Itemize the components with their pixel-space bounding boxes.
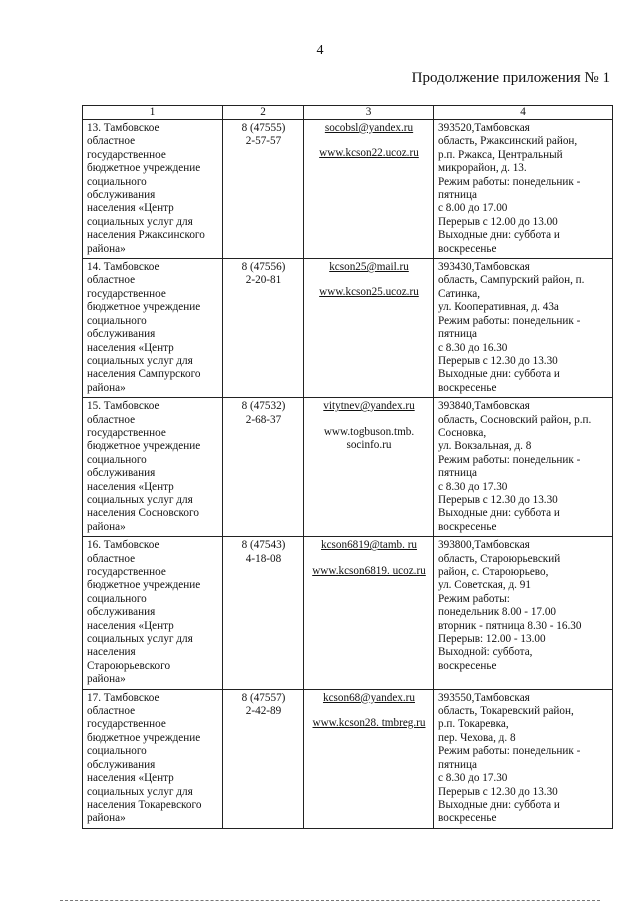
organization-name-line: государственное — [87, 287, 166, 300]
address-line: область, Сампурский район, п. — [438, 274, 585, 287]
address-line: 393840,Тамбовская — [438, 400, 530, 413]
address-line: Перерыв: 12.00 - 13.00 — [438, 633, 546, 646]
address-line: воскресенье — [438, 812, 497, 825]
address-line: пятница — [438, 328, 477, 341]
phone-number: 2-20-81 — [245, 274, 282, 287]
address-line: район, с. Староюрьево, — [438, 566, 549, 578]
organization-name-line: социальных услуг для — [87, 215, 193, 228]
organization-name-line: бюджетное учреждение — [87, 162, 201, 175]
address-line: воскресенье — [438, 520, 497, 533]
contacts-cell — [304, 537, 434, 689]
organization-name-line: социальных услуг для — [87, 493, 193, 506]
organization-name-line: областное — [87, 413, 136, 426]
email-link[interactable]: socobsl@yandex.ru — [324, 122, 414, 134]
organization-name-line: государственное — [87, 148, 166, 161]
phone-area-code: 8 (47556) — [241, 261, 286, 274]
organization-name-line: бюджетное учреждение — [87, 301, 201, 314]
organization-name-line: населения «Центр — [87, 202, 174, 215]
address-line: ул. Кооперативная, д. 43а — [438, 301, 559, 314]
table-body — [83, 120, 613, 829]
organization-name-cell — [83, 537, 223, 689]
organization-name-line: обслуживания — [87, 328, 156, 341]
phone-cell — [223, 537, 304, 689]
column-header-3: 3 — [304, 106, 434, 120]
address-line: Режим работы: понедельник - — [438, 314, 581, 327]
phone-cell — [223, 259, 304, 398]
organization-name-line: областное — [87, 552, 136, 565]
phone-area-code: 8 (47557) — [241, 691, 286, 704]
phone-cell — [223, 398, 304, 537]
address-line: с 8.30 до 17.30 — [438, 480, 508, 493]
footer-divider — [60, 900, 600, 901]
organization-name-line: района» — [87, 673, 126, 686]
phone-number: 2-57-57 — [245, 135, 282, 148]
address-line: с 8.30 до 17.30 — [438, 772, 508, 785]
address-line: область, Токаревский район, — [438, 705, 574, 718]
address-line: Перерыв с 12.30 до 13.30 — [438, 354, 558, 367]
phone-cell — [223, 120, 304, 259]
address-line: Сатинка, — [438, 287, 481, 300]
address-line: воскресенье — [438, 381, 497, 394]
phone-number: 4-18-08 — [245, 552, 282, 565]
phone-number: 2-42-89 — [245, 705, 282, 718]
contacts-spacer — [308, 135, 430, 147]
organization-name-line: социального — [87, 592, 147, 605]
address-line: понедельник 8.00 - 17.00 — [438, 606, 557, 619]
address-line: 393430,Тамбовская — [438, 261, 530, 274]
address-line: Перерыв с 12.30 до 13.30 — [438, 493, 558, 506]
organization-name-line: населения Сосновского — [87, 507, 199, 520]
address-line: микрорайон, д. 13. — [438, 162, 527, 175]
contacts-cell — [304, 689, 434, 828]
column-header-4: 4 — [434, 106, 613, 120]
address-line: Выходной: суббота, — [438, 646, 533, 659]
address-line: Перерыв с 12.30 до 13.30 — [438, 785, 558, 798]
address-line: Выходные дни: суббота и — [438, 798, 560, 811]
column-header-1: 1 — [83, 106, 223, 120]
phone-number: 2-68-37 — [245, 413, 282, 426]
organization-name-line: населения «Центр — [87, 619, 174, 632]
address-line: Выходные дни: суббота и — [438, 368, 560, 381]
address-schedule-cell — [434, 689, 613, 828]
email-link[interactable]: kcson6819@tamb. ru — [320, 539, 418, 552]
address-line: Выходные дни: суббота и — [438, 507, 560, 520]
address-schedule-cell — [434, 537, 613, 689]
organization-name-line: населения Токаревского — [87, 798, 202, 811]
contacts-spacer — [308, 274, 430, 286]
organization-name-line: областное — [87, 705, 136, 718]
organization-name-line: государственное — [87, 426, 166, 439]
organization-name-line: населения Сампурского — [87, 368, 201, 381]
organization-name-line: бюджетное учреждение — [87, 731, 201, 744]
organization-name-cell — [83, 398, 223, 537]
table-row — [83, 398, 613, 537]
website-link[interactable]: www.kcson28. tmbreg.ru — [312, 717, 426, 730]
organization-name-line: района» — [87, 812, 126, 825]
address-line: пятница — [438, 467, 477, 480]
address-line: область, Сосновский район, р.п. — [438, 413, 592, 426]
address-line: воскресенье — [438, 242, 497, 255]
address-line: Перерыв с 12.00 до 13.00 — [438, 215, 558, 228]
address-line: Режим работы: понедельник - — [438, 175, 581, 188]
table-row — [83, 120, 613, 259]
address-line: пер. Чехова, д. 8 — [438, 731, 516, 744]
organization-name-cell — [83, 120, 223, 259]
organization-name-line: района» — [87, 520, 126, 533]
table-header-row — [83, 106, 613, 120]
phone-area-code: 8 (47532) — [241, 400, 286, 413]
organization-name-line: района» — [87, 381, 126, 394]
organization-name-line: социального — [87, 745, 147, 758]
address-line: 393550,Тамбовская — [438, 691, 530, 704]
address-line: вторник - пятница 8.30 - 16.30 — [438, 619, 582, 632]
appendix-title: Продолжение приложения № 1 — [411, 70, 610, 86]
organization-name-cell — [83, 259, 223, 398]
website-link[interactable]: www.kcson6819. ucoz.ru — [312, 564, 426, 577]
organization-name-line: 17. Тамбовское — [87, 691, 160, 704]
organization-name-line: социального — [87, 314, 147, 327]
address-line: 393800,Тамбовская — [438, 539, 530, 552]
address-line: воскресенье — [438, 659, 497, 672]
column-header-2: 2 — [223, 106, 304, 120]
address-line: Режим работы: понедельник - — [438, 453, 581, 466]
organization-name-line: населения «Центр — [87, 480, 174, 493]
address-line: р.п. Ржакса, Центральный — [438, 148, 563, 161]
organization-name-line: обслуживания — [87, 189, 156, 202]
organization-name-line: социальных услуг для — [87, 785, 193, 798]
page-number: 4 — [316, 43, 324, 58]
address-line: с 8.30 до 16.30 — [438, 341, 508, 354]
organization-name-line: государственное — [87, 566, 166, 578]
address-line: Выходные дни: суббота и — [438, 229, 560, 242]
organization-name-line: социальных услуг для — [87, 354, 193, 367]
contacts-spacer — [308, 705, 430, 717]
organization-name-line: 13. Тамбовское — [87, 122, 160, 134]
organization-name-line: 16. Тамбовское — [87, 539, 160, 552]
organization-name-line: государственное — [87, 718, 166, 731]
organization-name-line: социального — [87, 453, 147, 466]
address-schedule-cell — [434, 259, 613, 398]
contacts-spacer — [308, 414, 430, 426]
organizations-table — [82, 105, 613, 829]
organization-name-line: социального — [87, 175, 147, 188]
address-line: ул. Вокзальная, д. 8 — [438, 440, 532, 453]
address-line: ул. Советская, д. 91 — [438, 579, 531, 592]
website-link[interactable]: www.kcson25.ucoz.ru — [319, 286, 419, 299]
organization-name-line: обслуживания — [87, 606, 156, 619]
contacts-cell — [304, 120, 434, 259]
organization-name-line: областное — [87, 274, 136, 287]
email-link[interactable]: vitytnev@yandex.ru — [323, 400, 415, 413]
organization-name-line: 15. Тамбовское — [87, 400, 160, 413]
organization-name-line: Староюрьевского — [87, 659, 171, 672]
address-line: область, Ржаксинский район, — [438, 135, 578, 148]
organization-name-line: населения Ржаксинского — [87, 229, 205, 242]
organization-name-line: района» — [87, 242, 126, 255]
organization-name-line: бюджетное учреждение — [87, 440, 201, 453]
organization-name-line: областное — [87, 135, 136, 148]
email-link[interactable]: kcson68@yandex.ru — [322, 691, 415, 704]
organization-name-line: населения — [87, 646, 136, 659]
phone-cell — [223, 689, 304, 828]
address-line: р.п. Токаревка, — [438, 718, 509, 731]
email-link[interactable]: kcson25@mail.ru — [329, 261, 409, 274]
organization-name-line: населения «Центр — [87, 772, 174, 785]
address-line: с 8.00 до 17.00 — [438, 202, 508, 215]
address-line: область, Староюрьевский — [438, 552, 561, 565]
organization-name-line: обслуживания — [87, 758, 156, 771]
table-row — [83, 537, 613, 689]
address-schedule-cell — [434, 398, 613, 537]
organization-name-line: бюджетное учреждение — [87, 579, 201, 592]
organization-name-line: обслуживания — [87, 467, 156, 480]
address-line: Сосновка, — [438, 426, 487, 439]
phone-area-code: 8 (47543) — [241, 539, 286, 552]
table-row — [83, 259, 613, 398]
contacts-cell — [304, 398, 434, 537]
organization-name-line: 14. Тамбовское — [87, 261, 160, 274]
organization-name-line: социальных услуг для — [87, 633, 193, 646]
website-link[interactable]: www.kcson22.ucoz.ru — [319, 147, 419, 160]
address-line: пятница — [438, 189, 477, 202]
address-line: Режим работы: — [438, 592, 510, 605]
website-link[interactable]: www.togbuson.tmb. — [323, 425, 415, 438]
contacts-cell — [304, 259, 434, 398]
organization-name-cell — [83, 689, 223, 828]
table-row — [83, 689, 613, 828]
website-link[interactable]: socinfo.ru — [346, 438, 392, 451]
address-line: Режим работы: понедельник - — [438, 745, 581, 758]
address-line: 393520,Тамбовская — [438, 122, 530, 134]
address-schedule-cell — [434, 120, 613, 259]
contacts-spacer — [308, 553, 430, 565]
organization-name-line: населения «Центр — [87, 341, 174, 354]
address-line: пятница — [438, 758, 477, 771]
phone-area-code: 8 (47555) — [241, 122, 286, 134]
